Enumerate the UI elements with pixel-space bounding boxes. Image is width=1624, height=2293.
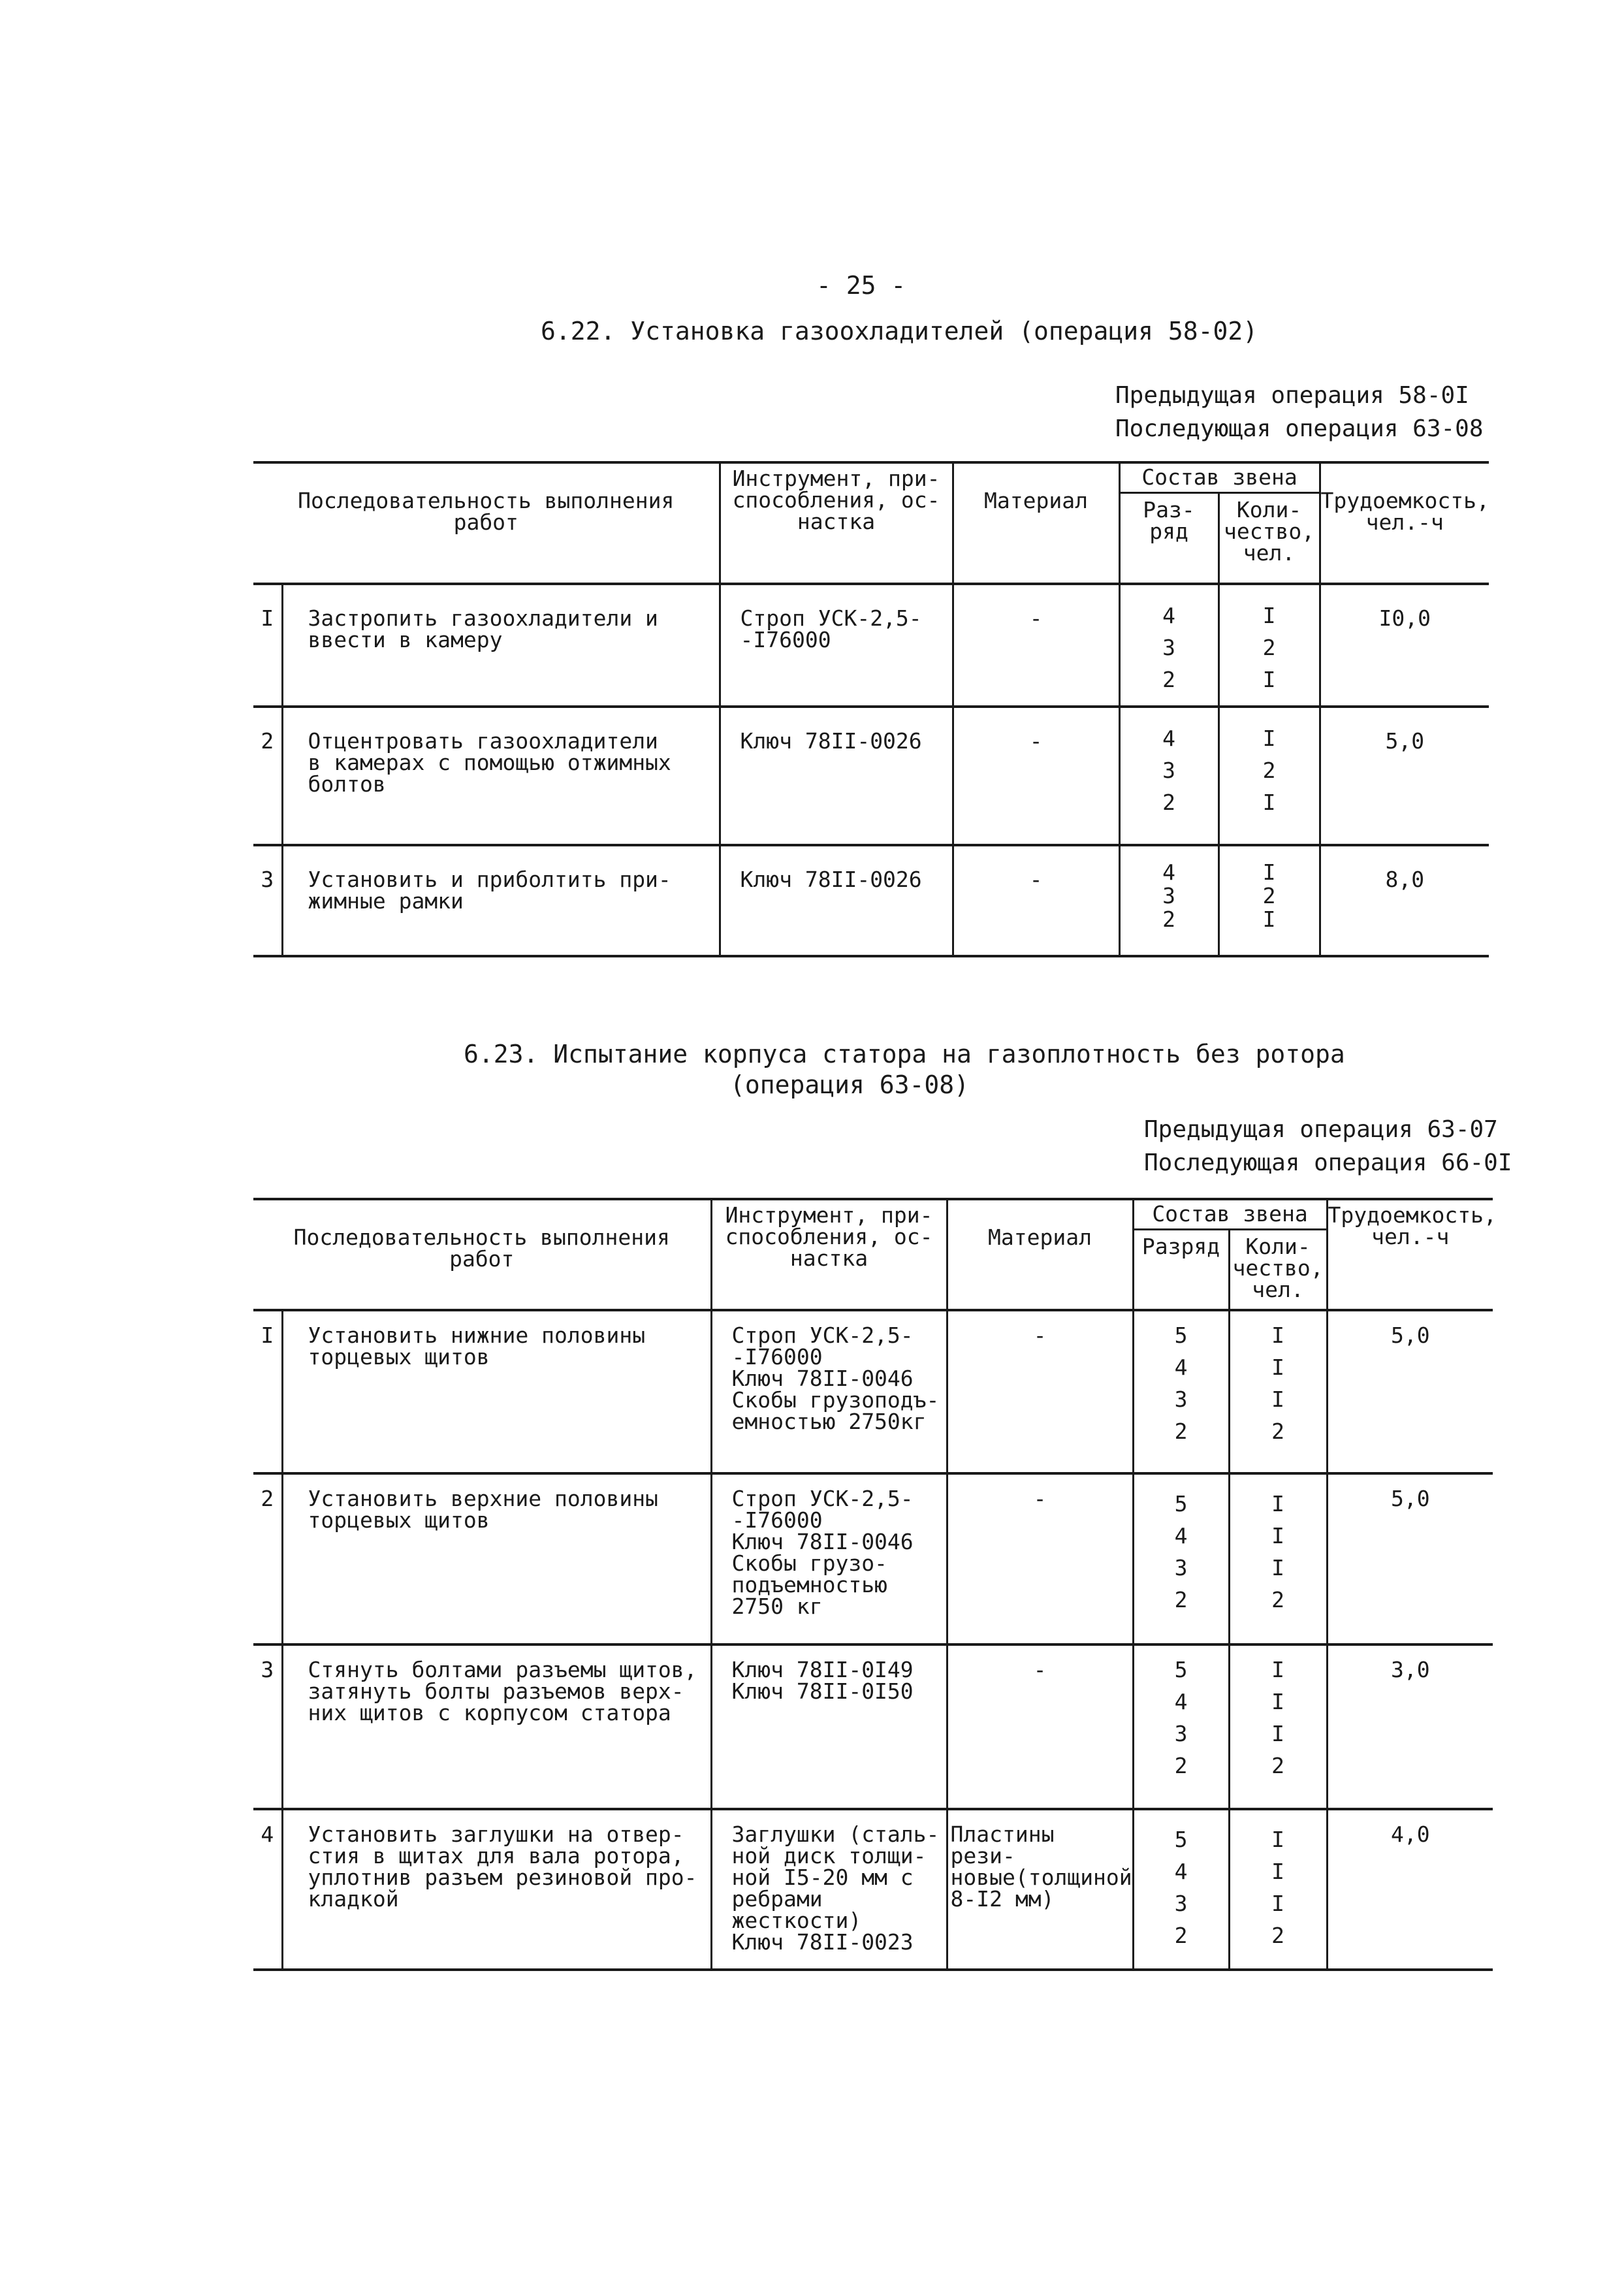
header-material: Материал [953, 462, 1119, 584]
row-counts: I I I 2 [1229, 1473, 1327, 1644]
operations-table-6-23 [253, 1198, 1497, 1971]
next-operation: Последующая операция 66-0I [1144, 1149, 1512, 1176]
row-number: 3 [261, 1657, 274, 1682]
row-counts: I I I 2 [1229, 1809, 1327, 1970]
row-sequence-text: Установить и приболтить при- жимные рамки [282, 845, 720, 956]
row-labor: 8,0 [1320, 845, 1489, 956]
row-counts: I 2 I [1218, 845, 1320, 956]
section-title-6-23-line2: (операция 63-08) [730, 1070, 970, 1099]
row-labor: 5,0 [1327, 1473, 1493, 1644]
header-tools: Инструмент, при- способления, ос- настка [720, 462, 953, 584]
row-number: I [261, 605, 274, 631]
row-ranks: 5 4 3 2 [1133, 1473, 1229, 1644]
table-row [253, 1473, 1493, 1644]
header-tools: Инструмент, при- способления, ос- настка [711, 1199, 947, 1310]
row-material: - [947, 1473, 1133, 1644]
row-labor: 3,0 [1327, 1644, 1493, 1809]
row-counts: I 2 I [1218, 584, 1320, 707]
previous-operation: Предыдущая операция 63-07 [1144, 1116, 1498, 1143]
operation-links-6-22 [1115, 379, 1484, 445]
row-number: I [261, 1323, 274, 1348]
header-labor: Трудоемкость, чел.-ч [1320, 462, 1489, 584]
table-row [253, 1644, 1493, 1809]
row-labor: 5,0 [1320, 707, 1489, 845]
row-material: - [953, 707, 1119, 845]
row-labor: 5,0 [1327, 1310, 1493, 1473]
row-sequence-text: Установить нижние половины торцевых щитов [282, 1310, 711, 1473]
row-tools: Строп УСК-2,5- -I76000 Ключ 78II-0046 Скобы грузо- подъемностью 2750 кг [711, 1473, 947, 1644]
row-tools: Ключ 78II-0026 [720, 845, 953, 956]
row-tools: Ключ 78II-0I49 Ключ 78II-0I50 [711, 1644, 947, 1809]
row-number: 4 [261, 1821, 274, 1847]
header-count: Коли- чество, чел. [1229, 1229, 1327, 1310]
row-ranks: 4 3 2 [1119, 584, 1218, 707]
row-material: - [947, 1644, 1133, 1809]
section-title-6-22: 6.22. Установка газоохладителей (операция 58-02) [541, 317, 1258, 345]
row-sequence-text: Стянуть болтами разъемы щитов, затянуть болты разъемов верх- них щитов с корпусом статора [282, 1644, 711, 1809]
section-title-6-23-line1: 6.23. Испытание корпуса статора на газоплотность без ротора [464, 1040, 1345, 1068]
header-crew: Состав звена [1133, 1199, 1327, 1229]
row-labor: 4,0 [1327, 1809, 1493, 1970]
table-row [253, 1310, 1493, 1473]
header-rank: Раз- ряд [1119, 492, 1218, 584]
table-row [253, 584, 1489, 707]
header-sequence: Последовательность выполнения работ [293, 1225, 670, 1272]
header-count: Коли- чество, чел. [1218, 492, 1320, 584]
row-ranks: 4 3 2 [1119, 845, 1218, 956]
page-number: - 25 - [816, 271, 906, 300]
row-counts: I 2 I [1218, 707, 1320, 845]
row-counts: I I I 2 [1229, 1310, 1327, 1473]
row-sequence-text: Установить верхние половины торцевых щитов [282, 1473, 711, 1644]
row-ranks: 5 4 3 2 [1133, 1809, 1229, 1970]
row-ranks: 5 4 3 2 [1133, 1310, 1229, 1473]
previous-operation: Предыдущая операция 58-0I [1115, 382, 1469, 409]
header-labor: Трудоемкость, чел.-ч [1327, 1199, 1493, 1310]
operations-table-6-22 [253, 461, 1489, 957]
row-ranks: 4 3 2 [1119, 707, 1218, 845]
next-operation: Последующая операция 63-08 [1115, 415, 1484, 442]
row-ranks: 5 4 3 2 [1133, 1644, 1229, 1809]
row-material: - [953, 845, 1119, 956]
table-row [253, 1809, 1493, 1970]
row-sequence-text: Установить заглушки на отвер- стия в щитах для вала ротора, уплотнив разъем резиновой про- кладкой [282, 1809, 711, 1970]
header-material: Материал [947, 1199, 1133, 1310]
row-number: 2 [261, 728, 274, 754]
row-tools: Строп УСК-2,5- -I76000 [720, 584, 953, 707]
header-rank: Разряд [1133, 1229, 1229, 1310]
header-crew: Состав звена [1119, 462, 1320, 492]
row-material: Пластины рези- новые(толщиной 8-I2 мм) [947, 1809, 1133, 1970]
row-tools: Заглушки (сталь- ной диск толщи- ной I5-20 мм с ребрами жесткости) Ключ 78II-0023 [711, 1809, 947, 1970]
row-material: - [953, 584, 1119, 707]
row-labor: I0,0 [1320, 584, 1489, 707]
row-sequence-text: Отцентровать газоохладители в камерах с помощью отжимных болтов [282, 707, 720, 845]
row-number: 3 [261, 867, 274, 892]
header-sequence: Последовательность выполнения работ [298, 488, 675, 535]
table-row [253, 707, 1489, 845]
row-sequence-text: Застропить газоохладители и ввести в камеру [282, 584, 720, 707]
row-material: - [947, 1310, 1133, 1473]
row-number: 2 [261, 1486, 274, 1511]
row-tools: Строп УСК-2,5- -I76000 Ключ 78II-0046 Скобы грузоподъ- емностью 2750кг [711, 1310, 947, 1473]
row-tools: Ключ 78II-0026 [720, 707, 953, 845]
table-row [253, 845, 1489, 956]
operation-links-6-23 [1144, 1113, 1512, 1179]
row-counts: I I I 2 [1229, 1644, 1327, 1809]
